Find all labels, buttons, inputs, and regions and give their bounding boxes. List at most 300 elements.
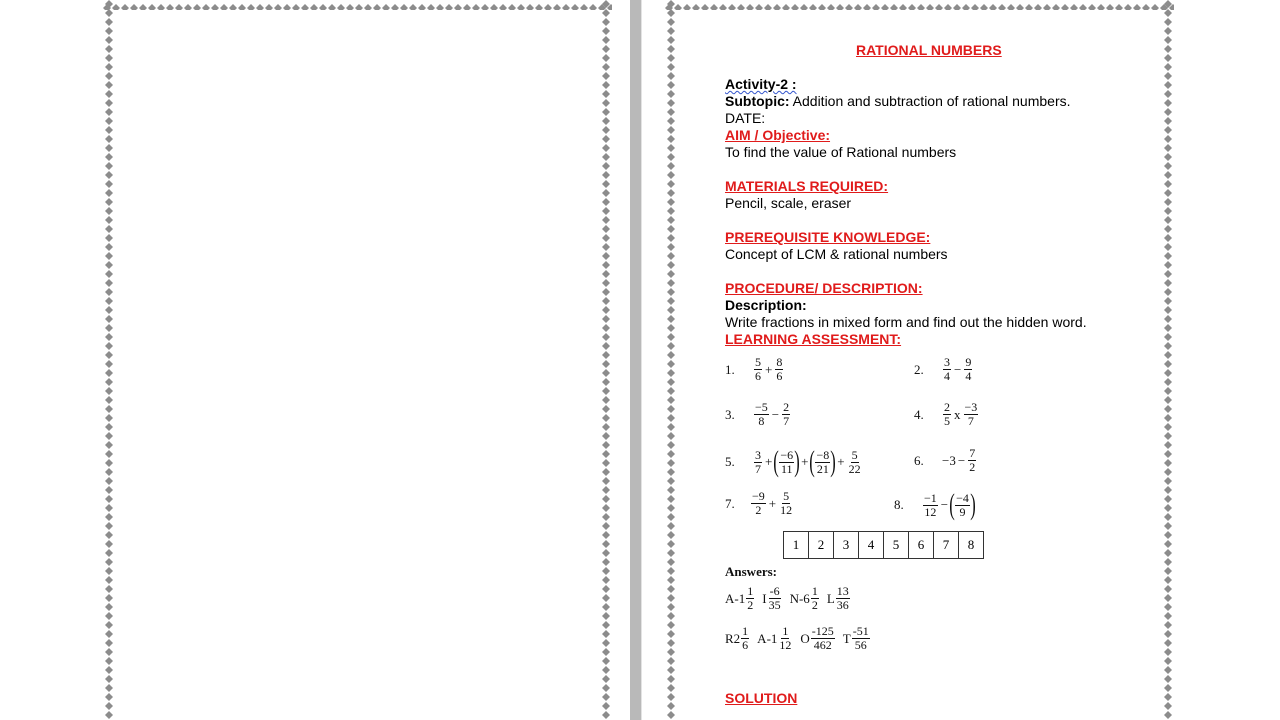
border-diamond <box>598 4 606 10</box>
border-diamond <box>105 279 113 287</box>
border-diamond <box>1164 522 1172 530</box>
fraction: $\frac{-4}{9}$ <box>956 490 969 519</box>
page-separator-line <box>641 0 642 720</box>
border-diamond <box>105 594 113 602</box>
answer-item: A -1 $\frac{1}{12}$ <box>757 624 792 652</box>
border-diamond <box>667 351 675 359</box>
border-diamond <box>1164 639 1172 647</box>
border-diamond <box>105 450 113 458</box>
border-diamond <box>1164 576 1172 584</box>
border-diamond <box>105 351 113 359</box>
border-diamond <box>665 4 673 10</box>
border-diamond <box>602 603 610 611</box>
border-diamond <box>105 306 113 314</box>
border-diamond <box>105 702 113 710</box>
border-diamond <box>602 270 610 278</box>
border-diamond <box>310 4 318 10</box>
border-diamond <box>667 504 675 512</box>
border-diamond <box>667 27 675 35</box>
border-diamond <box>328 4 336 10</box>
border-diamond <box>1164 513 1172 521</box>
border-diamond <box>1164 711 1172 719</box>
operator: − <box>957 452 966 468</box>
border-diamond <box>454 4 462 10</box>
border-diamond <box>602 117 610 125</box>
border-diamond <box>1164 243 1172 251</box>
border-diamond <box>445 4 453 10</box>
border-diamond <box>667 288 675 296</box>
border-diamond <box>667 342 675 350</box>
border-diamond <box>1164 135 1172 143</box>
border-diamond <box>881 4 889 10</box>
border-diamond <box>1164 180 1172 188</box>
border-diamond <box>1016 4 1024 10</box>
border-diamond <box>667 180 675 188</box>
border-diamond <box>667 297 675 305</box>
border-diamond <box>105 477 113 485</box>
border-diamond <box>508 4 516 10</box>
border-diamond <box>319 4 327 10</box>
border-diamond <box>472 4 480 10</box>
procedure-heading: PROCEDURE/ DESCRIPTION: <box>725 280 923 296</box>
question-7 <box>725 490 794 517</box>
border-diamond <box>1164 468 1172 476</box>
border-diamond <box>105 270 113 278</box>
question-number: 4. <box>914 406 924 422</box>
border-diamond <box>1164 459 1172 467</box>
border-diamond <box>602 486 610 494</box>
border-diamond <box>1164 27 1172 35</box>
border-diamond <box>105 693 113 701</box>
border-diamond <box>499 4 507 10</box>
materials-heading: MATERIALS REQUIRED: <box>725 178 889 194</box>
border-diamond <box>667 639 675 647</box>
border-diamond <box>544 4 552 10</box>
answer-item: T $\frac{-51}{56}$ <box>842 624 869 652</box>
border-diamond <box>517 4 525 10</box>
border-diamond <box>1164 531 1172 539</box>
answer-item: N -6 $\frac{1}{2}$ <box>789 584 818 612</box>
border-diamond <box>105 504 113 512</box>
border-diamond <box>602 621 610 629</box>
border-diamond <box>1164 279 1172 287</box>
border-diamond <box>105 558 113 566</box>
border-diamond <box>105 657 113 665</box>
border-diamond <box>602 315 610 323</box>
operator: − <box>954 361 962 377</box>
border-diamond <box>1164 621 1172 629</box>
border-diamond <box>526 4 534 10</box>
border-diamond <box>692 4 700 10</box>
border-diamond <box>1164 63 1172 71</box>
materials-text: Pencil, scale, eraser <box>725 195 852 211</box>
border-diamond <box>602 90 610 98</box>
border-diamond <box>667 486 675 494</box>
border-diamond <box>602 369 610 377</box>
border-diamond <box>667 495 675 503</box>
border-diamond <box>602 297 610 305</box>
border-diamond <box>602 558 610 566</box>
border-diamond <box>667 207 675 215</box>
border-diamond <box>274 4 282 10</box>
fraction: $\frac{2}{7}$ <box>783 400 790 428</box>
border-diamond <box>602 54 610 62</box>
border-diamond <box>105 333 113 341</box>
answer-item: I $\frac{-6}{35}$ <box>762 584 781 612</box>
border-diamond <box>1164 198 1172 206</box>
border-diamond <box>667 315 675 323</box>
right-page-top-border <box>665 0 1174 10</box>
border-diamond <box>667 252 675 260</box>
border-diamond <box>105 135 113 143</box>
border-diamond <box>1164 144 1172 152</box>
operator: − <box>940 497 949 512</box>
question-6 <box>914 447 977 474</box>
border-diamond <box>490 4 498 10</box>
border-diamond <box>989 4 997 10</box>
border-diamond <box>674 4 682 10</box>
question-number: 2. <box>914 361 924 377</box>
border-diamond <box>105 207 113 215</box>
operator: x <box>954 406 961 422</box>
question-4 <box>914 401 979 428</box>
border-diamond <box>667 126 675 134</box>
border-diamond <box>602 144 610 152</box>
border-diamond <box>105 243 113 251</box>
operator: + <box>765 361 773 377</box>
border-diamond <box>184 4 192 10</box>
answer-item: O $\frac{-125}{462}$ <box>800 624 834 652</box>
question-number: 5. <box>725 454 735 469</box>
border-diamond <box>602 549 610 557</box>
border-diamond <box>1164 630 1172 638</box>
border-diamond <box>1007 4 1015 10</box>
border-diamond <box>667 513 675 521</box>
border-diamond <box>571 4 579 10</box>
border-diamond <box>1079 4 1087 10</box>
operator: + <box>765 454 773 469</box>
border-diamond <box>105 567 113 575</box>
border-diamond <box>373 4 381 10</box>
operator: − <box>771 406 780 422</box>
border-diamond <box>1164 423 1172 431</box>
border-diamond <box>737 4 745 10</box>
border-diamond <box>667 612 675 620</box>
border-diamond <box>1164 450 1172 458</box>
border-diamond <box>602 540 610 548</box>
border-diamond <box>1164 315 1172 323</box>
border-diamond <box>105 711 113 719</box>
border-diamond <box>667 135 675 143</box>
border-diamond <box>1164 558 1172 566</box>
border-diamond <box>481 4 489 10</box>
border-diamond <box>667 333 675 341</box>
border-diamond <box>667 117 675 125</box>
border-diamond <box>301 4 309 10</box>
border-diamond <box>602 405 610 413</box>
border-diamond <box>667 279 675 287</box>
border-diamond <box>247 4 255 10</box>
answers-row-1 <box>725 585 858 612</box>
border-diamond <box>602 189 610 197</box>
border-diamond <box>105 45 113 53</box>
border-diamond <box>105 630 113 638</box>
subtopic-text: Addition and subtraction of rational numbers. <box>789 93 1071 109</box>
aim-heading: AIM / Objective: <box>725 127 831 143</box>
border-diamond <box>728 4 736 10</box>
border-diamond <box>602 27 610 35</box>
border-diamond <box>436 4 444 10</box>
border-diamond <box>1164 90 1172 98</box>
border-diamond <box>1164 252 1172 260</box>
operator: + <box>768 495 777 511</box>
border-diamond <box>667 144 675 152</box>
fraction: $\frac{-9}{2}$ <box>752 489 765 517</box>
border-diamond <box>667 648 675 656</box>
border-diamond <box>105 54 113 62</box>
border-diamond <box>105 315 113 323</box>
border-diamond <box>667 477 675 485</box>
border-diamond <box>667 99 675 107</box>
border-diamond <box>667 378 675 386</box>
border-diamond <box>105 18 113 26</box>
right-page-right-border <box>1162 0 1174 720</box>
border-diamond <box>602 324 610 332</box>
border-diamond <box>667 396 675 404</box>
border-diamond <box>602 396 610 404</box>
grid-cell: 5 <box>884 532 909 558</box>
border-diamond <box>667 225 675 233</box>
border-diamond <box>602 108 610 116</box>
border-diamond <box>1164 54 1172 62</box>
border-diamond <box>1164 675 1172 683</box>
border-diamond <box>1097 4 1105 10</box>
border-diamond <box>1164 648 1172 656</box>
border-diamond <box>1142 4 1150 10</box>
border-diamond <box>105 459 113 467</box>
border-diamond <box>105 576 113 584</box>
border-diamond <box>1164 549 1172 557</box>
border-diamond <box>667 63 675 71</box>
grid-cell: 7 <box>934 532 959 558</box>
border-diamond <box>667 216 675 224</box>
subtopic-label: Subtopic: <box>725 93 790 109</box>
border-diamond <box>980 4 988 10</box>
border-diamond <box>602 333 610 341</box>
border-diamond <box>602 441 610 449</box>
activity-line <box>725 76 797 92</box>
document-title: RATIONAL NUMBERS <box>856 42 1002 58</box>
operator: + <box>801 454 809 469</box>
border-diamond <box>139 4 147 10</box>
border-diamond <box>1164 432 1172 440</box>
border-diamond <box>667 270 675 278</box>
border-diamond <box>667 459 675 467</box>
border-diamond <box>1164 72 1172 80</box>
border-diamond <box>710 4 718 10</box>
border-diamond <box>1025 4 1033 10</box>
border-diamond <box>953 4 961 10</box>
border-diamond <box>602 234 610 242</box>
border-diamond <box>105 441 113 449</box>
question-8 <box>894 490 975 520</box>
border-diamond <box>1164 324 1172 332</box>
border-diamond <box>1151 4 1159 10</box>
border-diamond <box>1164 333 1172 341</box>
border-diamond <box>773 4 781 10</box>
border-diamond <box>105 72 113 80</box>
border-diamond <box>391 4 399 10</box>
fraction: $\frac{3}{4}$ <box>944 355 950 383</box>
subtopic-line <box>725 93 1071 109</box>
question-number: 6. <box>914 452 924 468</box>
border-diamond <box>667 666 675 674</box>
border-diamond <box>667 630 675 638</box>
border-diamond <box>602 171 610 179</box>
border-diamond <box>1164 297 1172 305</box>
border-diamond <box>1164 414 1172 422</box>
border-diamond <box>908 4 916 10</box>
border-diamond <box>105 297 113 305</box>
border-diamond <box>553 4 561 10</box>
border-diamond <box>602 216 610 224</box>
border-diamond <box>667 468 675 476</box>
border-diamond <box>602 288 610 296</box>
left-paren: ( <box>949 488 955 521</box>
border-diamond <box>800 4 808 10</box>
border-diamond <box>105 549 113 557</box>
fraction: $\frac{-6}{11}$ <box>780 447 794 476</box>
border-diamond <box>667 531 675 539</box>
border-diamond <box>105 153 113 161</box>
border-diamond <box>1164 36 1172 44</box>
border-diamond <box>105 189 113 197</box>
border-diamond <box>535 4 543 10</box>
border-diamond <box>1164 585 1172 593</box>
border-diamond <box>827 4 835 10</box>
border-diamond <box>667 558 675 566</box>
border-diamond <box>602 630 610 638</box>
whole-number: −3 <box>942 452 956 468</box>
question-number: 7. <box>725 495 735 511</box>
border-diamond <box>602 351 610 359</box>
prereq-heading: PREREQUISITE KNOWLEDGE: <box>725 229 931 245</box>
border-diamond <box>602 504 610 512</box>
border-diamond <box>602 711 610 719</box>
border-diamond <box>602 594 610 602</box>
border-diamond <box>1133 4 1141 10</box>
border-diamond <box>602 459 610 467</box>
border-diamond <box>602 306 610 314</box>
fraction: $\frac{8}{6}$ <box>776 355 783 383</box>
border-diamond <box>667 360 675 368</box>
border-diamond <box>175 4 183 10</box>
border-diamond <box>105 432 113 440</box>
border-diamond <box>1106 4 1114 10</box>
border-diamond <box>1164 108 1172 116</box>
border-diamond <box>607 4 612 10</box>
border-diamond <box>602 495 610 503</box>
border-diamond <box>1164 360 1172 368</box>
border-diamond <box>602 639 610 647</box>
border-diamond <box>602 477 610 485</box>
answers-label: Answers: <box>725 564 777 579</box>
border-diamond <box>602 423 610 431</box>
border-diamond <box>562 4 570 10</box>
border-diamond <box>105 36 113 44</box>
border-diamond <box>854 4 862 10</box>
border-diamond <box>667 387 675 395</box>
border-diamond <box>602 360 610 368</box>
border-diamond <box>667 9 675 17</box>
border-diamond <box>105 540 113 548</box>
border-diamond <box>1164 594 1172 602</box>
border-diamond <box>917 4 925 10</box>
border-diamond <box>667 549 675 557</box>
border-diamond <box>1164 702 1172 710</box>
border-diamond <box>105 648 113 656</box>
fraction: $\frac{9}{4}$ <box>965 355 972 383</box>
border-diamond <box>105 144 113 152</box>
border-diamond <box>764 4 772 10</box>
border-diamond <box>112 4 120 10</box>
border-diamond <box>602 387 610 395</box>
border-diamond <box>667 306 675 314</box>
question-3 <box>725 401 791 428</box>
border-diamond <box>602 261 610 269</box>
border-diamond <box>890 4 898 10</box>
border-diamond <box>105 99 113 107</box>
border-diamond <box>1164 99 1172 107</box>
border-diamond <box>1124 4 1132 10</box>
answers-row-2 <box>725 625 878 652</box>
border-diamond <box>667 72 675 80</box>
border-diamond <box>1164 225 1172 233</box>
border-diamond <box>1160 4 1168 10</box>
border-diamond <box>667 81 675 89</box>
border-diamond <box>667 585 675 593</box>
border-diamond <box>602 612 610 620</box>
grid-cell: 8 <box>967 537 975 552</box>
border-diamond <box>105 666 113 674</box>
border-diamond <box>667 540 675 548</box>
left-page-left-border <box>103 0 115 720</box>
border-diamond <box>667 522 675 530</box>
border-diamond <box>667 594 675 602</box>
border-diamond <box>105 90 113 98</box>
border-diamond <box>105 63 113 71</box>
border-diamond <box>1164 486 1172 494</box>
border-diamond <box>667 711 675 719</box>
border-diamond <box>667 324 675 332</box>
right-paren: ) <box>830 445 836 478</box>
border-diamond <box>1164 342 1172 350</box>
border-diamond <box>1164 18 1172 26</box>
border-diamond <box>863 4 871 10</box>
border-diamond <box>1164 162 1172 170</box>
border-diamond <box>265 4 273 10</box>
fraction: $\frac{2}{5}$ <box>944 400 950 428</box>
border-diamond <box>944 4 952 10</box>
fraction: $\frac{-3}{7}$ <box>964 400 978 428</box>
border-diamond <box>382 4 390 10</box>
border-diamond <box>130 4 138 10</box>
border-diamond <box>105 522 113 530</box>
border-diamond <box>355 4 363 10</box>
fraction: $\frac{5}{12}$ <box>780 489 793 517</box>
border-diamond <box>166 4 174 10</box>
border-diamond <box>256 4 264 10</box>
